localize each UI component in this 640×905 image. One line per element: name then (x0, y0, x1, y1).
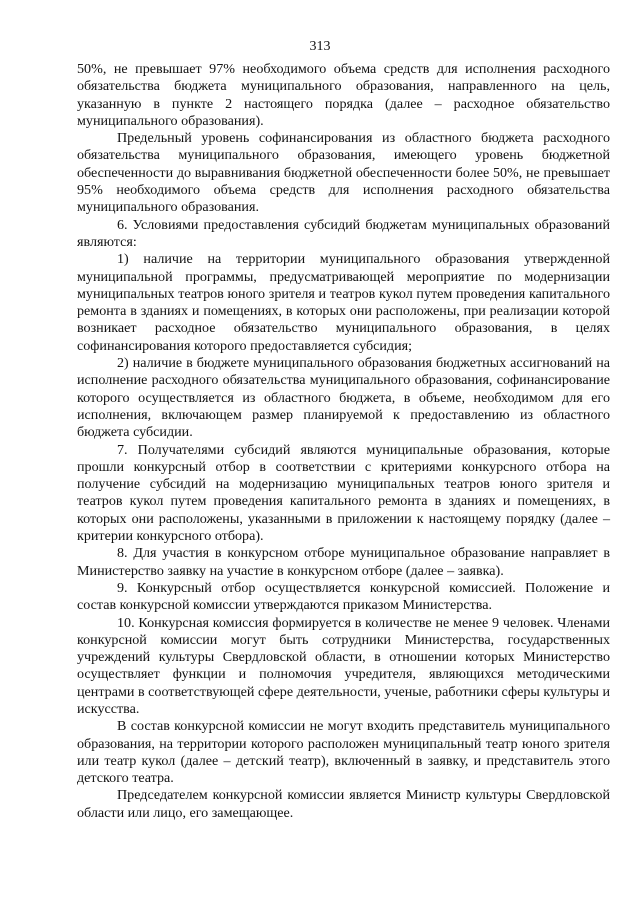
paragraph-6-conditions: 6. Условиями предоставления субсидий бюджетам муниципальных образований являются: (77, 216, 610, 250)
paragraph-condition-1: 1) наличие на территории муниципального образования утвержденной муниципальной программы, предусматривающей мероприятие по модернизации муниципальных театров юного зрителя и театров кукол путем проведения капитального ремонта в зданиях и помещениях, в которых они расположены, при реализации которой возникает расходное обязательство муниципального образования, в целях софинансирования которого предоставляется субсидия; (77, 251, 610, 354)
page-number: 313 (309, 39, 331, 54)
paragraph-cofinancing-limit: Предельный уровень софинансирования из областного бюджета расходного обязательства муниципального образования, имеющего уровень бюджетной обеспеченности до выравнивания бюджетной обеспеченности более 50%, не превышает 95% необходимого объема средств для исполнения расходного обязательства муниципального образования. (77, 130, 610, 216)
paragraph-8-application: 8. Для участия в конкурсном отборе муниципальное образование направляет в Министерство заявку на участие в конкурсном отборе (далее – заявка). (77, 545, 610, 579)
paragraph-9-commission: 9. Конкурсный отбор осуществляется конкурсной комиссией. Положение и состав конкурсной комиссии утверждаются приказом Министерства. (77, 579, 610, 614)
paragraph-10-commission-members: 10. Конкурсная комиссия формируется в количестве не менее 9 человек. Членами конкурсной комиссии могут быть сотрудники Министерства, государственных учреждений культуры Свердловской области, в отношении которых Министерство осуществляет функции и полномочия учредителя, являющихся методическими центрами в соответствующей сфере деятельности, ученые, работники сферы культуры и искусства. (77, 614, 610, 717)
document-body (77, 61, 610, 822)
paragraph-continuation: 50%, не превышает 97% необходимого объема средств для исполнения расходного обязательства бюджета муниципального образования, направленного на цель, указанную в пункте 2 настоящего порядка (далее – расходное обязательство муниципального образования). (77, 61, 610, 129)
paragraph-commission-exclusions: В состав конкурсной комиссии не могут входить представитель муниципального образования, на территории которого расположен муниципальный театр юного зрителя или театр кукол (далее – детский театр), включенный в заявку, и представитель этого детского театра. (77, 718, 610, 787)
paragraph-7-recipients: 7. Получателями субсидий являются муниципальные образования, которые прошли конкурсный отбор в соответствии с критериями конкурсного отбора на получение субсидий на модернизацию муниципальных театров юного зрителя и театров кукол путем проведения капитального ремонта в зданиях и помещениях, в которых они расположены, указанными в приложении к настоящему порядку (далее – критерии конкурсного отбора). (77, 441, 610, 545)
paragraph-condition-2: 2) наличие в бюджете муниципального образования бюджетных ассигнований на исполнение расходного обязательства муниципального образования, софинансирование которого осуществляется из областного бюджета, в объеме, необходимом для его исполнения, включающем размер планируемой к предоставлению из областного бюджета субсидии. (77, 355, 610, 441)
paragraph-commission-chair: Председателем конкурсной комиссии является Министр культуры Свердловской области или лицо, его замещающее. (77, 787, 610, 821)
